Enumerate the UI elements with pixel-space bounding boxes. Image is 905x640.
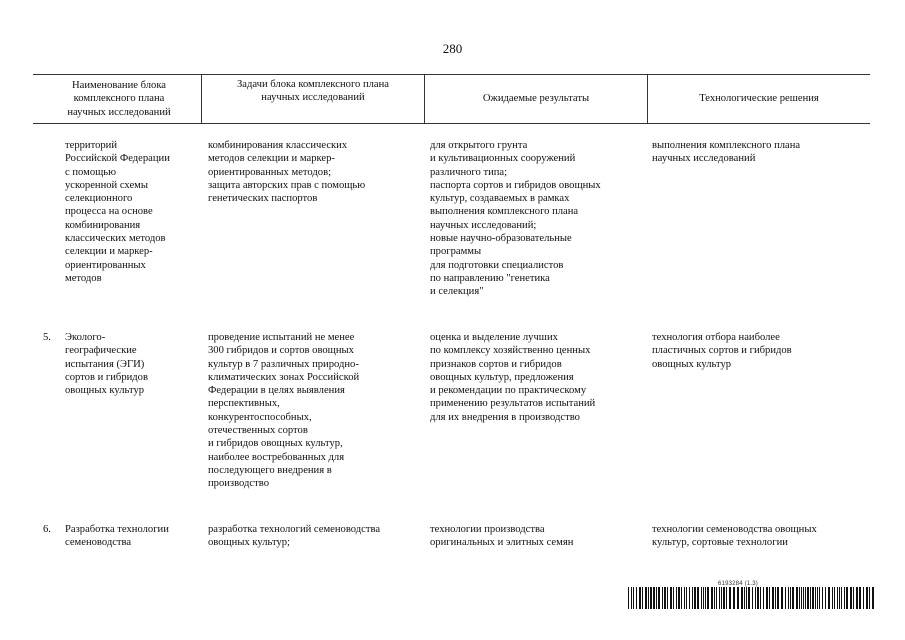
- row-name: Эколого- географические испытания (ЭГИ) сортов и гибридов овощных культур: [65, 332, 148, 397]
- page-number: 280: [442, 41, 463, 56]
- row-tasks: разработка технологий семеноводства овощных культур;: [208, 524, 381, 549]
- row-results: для открытого грунта и культивационных сооружений различного типа; паспорта сортов и гибридов овощных культур, создаваемых в рамках выполнения комплексного плана научных исследований; новые научно-образовательные программы для подготовки специалистов по направлению "генетика и селекция": [430, 140, 601, 298]
- barcode-label: 6193284 (1.3): [718, 581, 758, 587]
- row-tech: выполнения комплексного плана научных исследований: [652, 140, 801, 165]
- table-top-rule: [33, 74, 870, 75]
- header-divider: [647, 74, 648, 123]
- header-divider: [424, 74, 425, 123]
- row-results: оценка и выделение лучших по комплексу хозяйственно ценных признаков сортов и гибридов овощных культур, предложения и рекомендации по практическому применению результатов испытаний для их внедрения в производство: [430, 332, 596, 423]
- header-col-results: Ожидаемые результаты: [482, 93, 590, 105]
- row-tasks: проведение испытаний не менее 300 гибридов и сортов овощных культур в 7 различных природно- климатических зонах Российской Федерации в целях выявления перспективных, конкурентоспособных, отечественных сортов и гибридов овощных культур, наиболее востребованных для последующего внедрения в производство: [208, 332, 360, 490]
- barcode-icon: [628, 587, 874, 609]
- row-name: территорий Российской Федерации с помощью ускоренной схемы селекционного процесса на основе комбинирования классических методов селекции и маркер- ориентированных методов: [65, 140, 170, 284]
- header-divider: [201, 74, 202, 123]
- header-col-tech: Технологические решения: [699, 93, 819, 105]
- row-number: 6.: [43, 524, 51, 535]
- row-tech: технологии семеноводства овощных культур, сортовые технологии: [652, 524, 817, 549]
- row-number: 5.: [43, 332, 51, 343]
- table-header-rule: [33, 123, 870, 124]
- header-col-tasks: Задачи блока комплексного плана научных исследований: [236, 78, 390, 103]
- row-tasks: комбинирования классических методов селекции и маркер- ориентированных методов; защита авторских прав с помощью генетических паспортов: [208, 140, 366, 205]
- row-tech: технология отбора наиболее пластичных сортов и гибридов овощных культур: [652, 332, 792, 370]
- row-results: технологии производства оригинальных и элитных семян: [430, 524, 574, 549]
- header-col-name: Наименование блока комплексного плана научных исследований: [67, 80, 171, 118]
- row-name: Разработка технологии семеноводства: [65, 524, 169, 549]
